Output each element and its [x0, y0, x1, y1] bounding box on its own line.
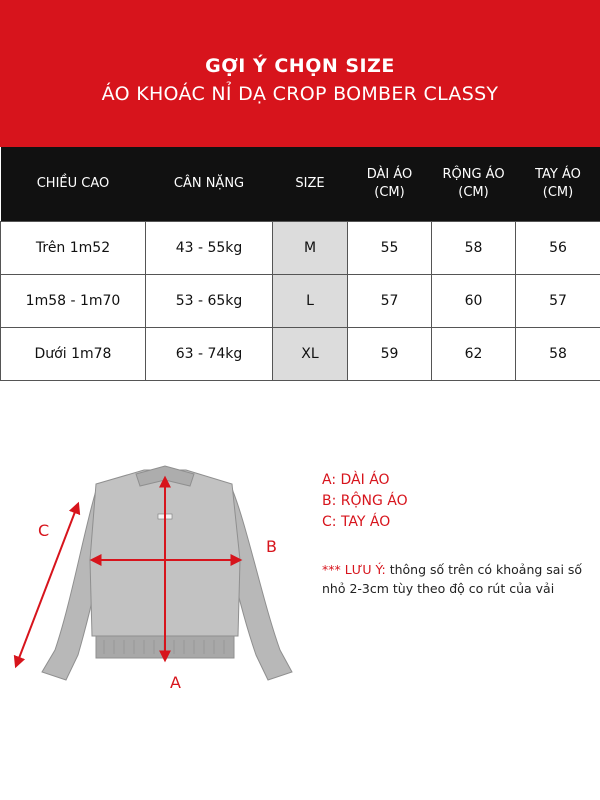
cell-width: 58	[432, 222, 516, 275]
table-row	[1, 328, 600, 381]
cell-sleeve: 57	[516, 275, 600, 328]
header-banner	[0, 0, 600, 147]
table-header-row	[1, 147, 600, 222]
cell-height: 1m58 - 1m70	[1, 275, 146, 328]
legend-width: B: RỘNG ÁO	[322, 493, 408, 509]
cell-size: L	[273, 275, 348, 328]
header-width: RỘNG ÁO (CM)	[432, 147, 516, 222]
cell-weight: 53 - 65kg	[146, 275, 273, 328]
product-name: ÁO KHOÁC NỈ DẠ CROP BOMBER CLASSY	[101, 83, 499, 105]
cell-sleeve: 58	[516, 328, 600, 381]
legend-sleeve: C: TAY ÁO	[322, 514, 391, 530]
cell-height: Dưới 1m78	[1, 328, 146, 381]
cell-length: 55	[348, 222, 432, 275]
cell-length: 57	[348, 275, 432, 328]
jacket-illustration	[42, 466, 292, 680]
page-title: GỢI Ý CHỌN SIZE	[205, 55, 395, 77]
cell-sleeve: 56	[516, 222, 600, 275]
note-text: thông số trên có khoảng sai số nhỏ 2-3cm tùy theo độ co rút của vải	[322, 562, 583, 596]
measurement-legend	[322, 470, 408, 533]
header-length: DÀI ÁO (CM)	[348, 147, 432, 222]
jacket-diagram	[0, 440, 310, 700]
header-sleeve: TAY ÁO (CM)	[516, 147, 600, 222]
table-row	[1, 222, 600, 275]
size-table	[0, 147, 600, 381]
cell-height: Trên 1m52	[1, 222, 146, 275]
label-c: C	[38, 521, 50, 540]
cell-length: 59	[348, 328, 432, 381]
cell-size: M	[273, 222, 348, 275]
cell-width: 60	[432, 275, 516, 328]
header-size: SIZE	[273, 147, 348, 222]
label-a: A	[170, 673, 181, 692]
cell-weight: 63 - 74kg	[146, 328, 273, 381]
cell-weight: 43 - 55kg	[146, 222, 273, 275]
cell-width: 62	[432, 328, 516, 381]
table-row	[1, 275, 600, 328]
cell-size: XL	[273, 328, 348, 381]
note-prefix: *** LƯU Ý:	[322, 562, 386, 577]
label-b: B	[266, 537, 277, 556]
header-height: CHIỀU CAO	[1, 147, 146, 222]
size-note	[322, 560, 592, 598]
header-weight: CÂN NẶNG	[146, 147, 273, 222]
legend-length: A: DÀI ÁO	[322, 472, 390, 488]
